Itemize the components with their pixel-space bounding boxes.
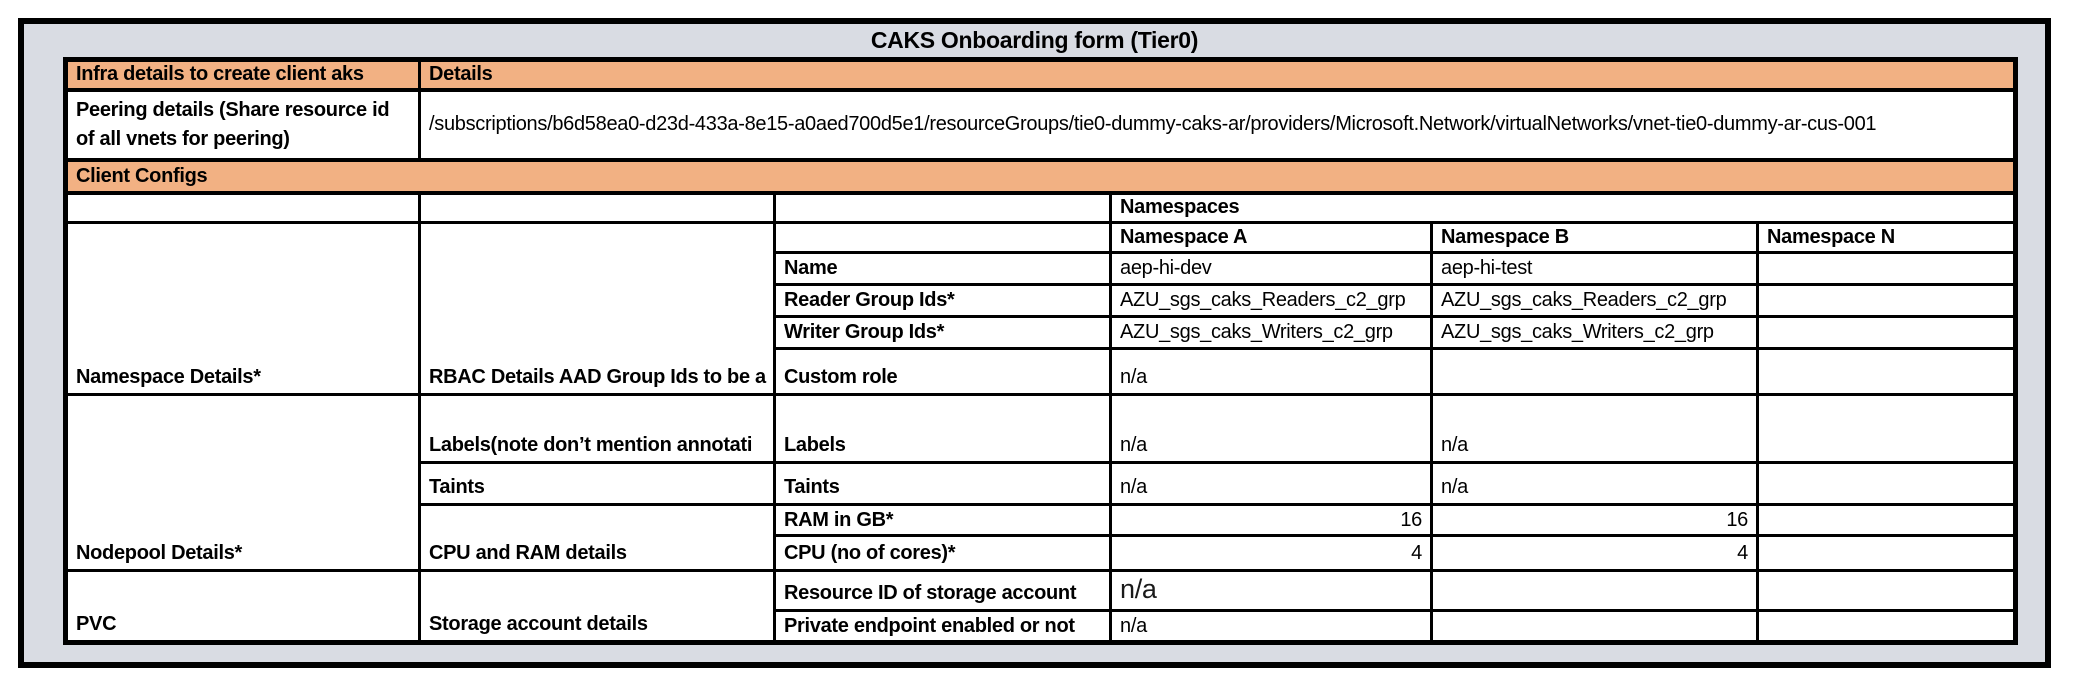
cell-reader-n[interactable] — [1758, 285, 2016, 317]
cell-empty-1[interactable] — [66, 193, 420, 223]
cell-resource-id-n[interactable] — [1758, 571, 2016, 611]
cell-taints-sublabel: Taints — [420, 463, 775, 505]
cell-private-endpoint-b[interactable] — [1432, 611, 1758, 643]
cell-nodepool-details-label: Nodepool Details* — [66, 395, 420, 571]
cell-cpu-b[interactable]: 4 — [1432, 536, 1758, 571]
cell-taints-label: Taints — [775, 463, 1111, 505]
cell-ram-label: RAM in GB* — [775, 505, 1111, 536]
cell-storage-account-sublabel: Storage account details — [420, 571, 775, 643]
cell-labels-label: Labels — [775, 395, 1111, 463]
cell-ram-b[interactable]: 16 — [1432, 505, 1758, 536]
cell-reader-b[interactable]: AZU_sgs_caks_Readers_c2_grp — [1432, 285, 1758, 317]
cell-name-a[interactable]: aep-hi-dev — [1111, 253, 1432, 285]
cell-reader-a[interactable]: AZU_sgs_caks_Readers_c2_grp — [1111, 285, 1432, 317]
cell-custom-role-b[interactable] — [1432, 349, 1758, 395]
cell-resource-id-label: Resource ID of storage account — [775, 571, 1111, 611]
cell-infra-header: Infra details to create client aks — [66, 60, 420, 90]
cell-ram-a[interactable]: 16 — [1111, 505, 1432, 536]
cell-writer-a[interactable]: AZU_sgs_caks_Writers_c2_grp — [1111, 317, 1432, 349]
cell-pvc-label: PVC — [66, 571, 420, 643]
cell-cpu-a[interactable]: 4 — [1111, 536, 1432, 571]
cell-taints-b[interactable]: n/a — [1432, 463, 1758, 505]
cell-cpu-label: CPU (no of cores)* — [775, 536, 1111, 571]
cell-private-endpoint-label: Private endpoint enabled or not — [775, 611, 1111, 643]
cell-taints-a[interactable]: n/a — [1111, 463, 1432, 505]
cell-empty-4[interactable] — [775, 223, 1111, 253]
table-row — [66, 571, 2016, 611]
cell-empty-2[interactable] — [420, 193, 775, 223]
cell-cpu-ram-sublabel: CPU and RAM details — [420, 505, 775, 571]
cell-private-endpoint-n[interactable] — [1758, 611, 2016, 643]
cell-details-header: Details — [420, 60, 2016, 90]
cell-custom-role-label: Custom role — [775, 349, 1111, 395]
cell-writer-b[interactable]: AZU_sgs_caks_Writers_c2_grp — [1432, 317, 1758, 349]
cell-namespace-a-header: Namespace A — [1111, 223, 1432, 253]
cell-namespace-details-label: Namespace Details* — [66, 223, 420, 395]
cell-resource-id-a[interactable]: n/a — [1111, 571, 1432, 611]
form-title: CAKS Onboarding form (Tier0) — [870, 27, 1199, 53]
cell-rbac-details-label: RBAC Details AAD Group Ids to be a — [420, 223, 775, 395]
table-row — [66, 60, 2016, 90]
cell-namespace-n-header: Namespace N — [1758, 223, 2016, 253]
cell-labels-sublabel: Labels(note don’t mention annotati — [420, 395, 775, 463]
table-row — [66, 395, 2016, 463]
table-row — [66, 90, 2016, 160]
table-row — [66, 223, 2016, 253]
cell-ram-n[interactable] — [1758, 505, 2016, 536]
cell-name-n[interactable] — [1758, 253, 2016, 285]
cell-writer-label: Writer Group Ids* — [775, 317, 1111, 349]
cell-reader-label: Reader Group Ids* — [775, 285, 1111, 317]
onboarding-table — [63, 57, 2018, 645]
cell-namespace-b-header: Namespace B — [1432, 223, 1758, 253]
cell-custom-role-n[interactable] — [1758, 349, 2016, 395]
cell-namespaces-header: Namespaces — [1111, 193, 2016, 223]
cell-private-endpoint-a[interactable]: n/a — [1111, 611, 1432, 643]
cell-client-configs-header: Client Configs — [66, 160, 2016, 193]
cell-peering-label: Peering details (Share resource id of all vnets for peering) — [66, 90, 420, 160]
cell-name-label: Name — [775, 253, 1111, 285]
cell-empty-3[interactable] — [775, 193, 1111, 223]
cell-cpu-n[interactable] — [1758, 536, 2016, 571]
outer-frame — [18, 18, 2051, 668]
cell-resource-id-b[interactable] — [1432, 571, 1758, 611]
cell-labels-n[interactable] — [1758, 395, 2016, 463]
cell-labels-b[interactable]: n/a — [1432, 395, 1758, 463]
table-row — [66, 193, 2016, 223]
cell-name-b[interactable]: aep-hi-test — [1432, 253, 1758, 285]
cell-taints-n[interactable] — [1758, 463, 2016, 505]
cell-custom-role-a[interactable]: n/a — [1111, 349, 1432, 395]
cell-writer-n[interactable] — [1758, 317, 2016, 349]
cell-labels-a[interactable]: n/a — [1111, 395, 1432, 463]
table-row — [66, 160, 2016, 193]
cell-peering-value[interactable]: /subscriptions/b6d58ea0-d23d-433a-8e15-a0aed700d5e1/resourceGroups/tie0-dummy-caks-ar/providers/Microsoft.Network/virtualNetworks/vnet-tie0-dummy-ar-cus-001 — [420, 90, 2016, 160]
